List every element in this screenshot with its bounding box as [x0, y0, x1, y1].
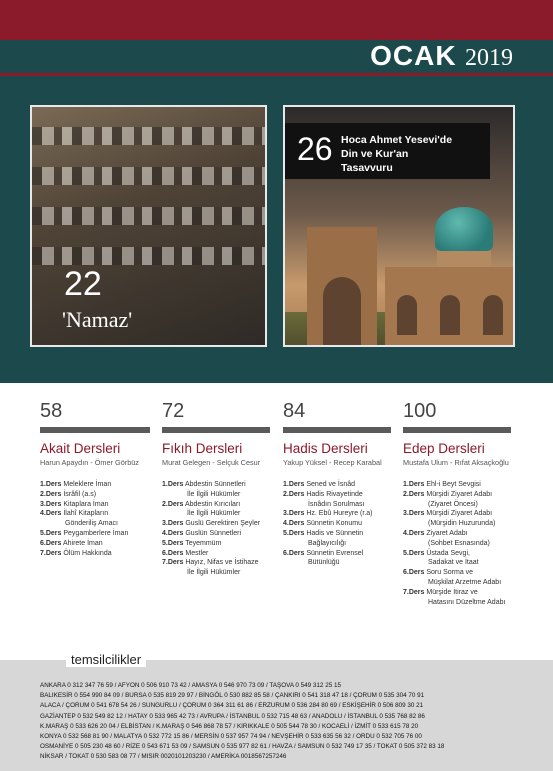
section-divider — [40, 427, 150, 433]
mosque-dome — [435, 207, 493, 251]
section-hadis[interactable] — [283, 400, 391, 568]
representatives-list — [40, 681, 444, 763]
lesson-number: 5.Ders — [403, 549, 425, 557]
lesson-number: 3.Ders — [162, 520, 184, 528]
feature-photo-namaz[interactable] — [30, 105, 267, 347]
representative-line: K.MARAŞ 0 533 626 20 04 / ELBİSTAN / K.MARAŞ 0 546 868 78 57 / KIRIKKALE 0 505 544 78 30 / KOCAELİ / İZMİT 0 533 615 78 20 — [40, 722, 419, 730]
lesson-title: Mürşide İtiraz ve — [426, 588, 478, 596]
feature-caption-line: Hoca Ahmet Yesevi'de — [341, 134, 453, 146]
lesson-item — [162, 549, 270, 559]
photo-texture — [32, 207, 265, 225]
lesson-item — [283, 529, 391, 539]
lesson-title: Sünnetin Evrensel — [306, 549, 364, 557]
section-divider — [162, 427, 270, 433]
lesson-title: Sünnetin Konumu — [306, 520, 363, 528]
lesson-title: Kitaplara İman — [63, 500, 109, 508]
lesson-title-continued: İle İlgili Hükümler — [187, 569, 241, 577]
section-authors: Yakup Yüksel - Recep Karabal — [283, 458, 382, 467]
representative-line: BALIKESİR 0 554 990 84 09 / BURSA 0 535 819 29 97 / BİNGÖL 0 530 882 85 58 / ÇANKIRI 0 541 318 47 18 / ÇORUM 0 535 304 70 91 — [40, 692, 425, 700]
section-title: Edep Dersleri — [403, 441, 485, 456]
lesson-number: 7.Ders — [162, 559, 184, 567]
lesson-number: 3.Ders — [283, 510, 305, 518]
section-authors: Mustafa Ulum - Rıfat Aksaçkoğlu — [403, 458, 509, 467]
lesson-item — [40, 490, 150, 500]
lesson-item — [403, 480, 511, 490]
lesson-item — [40, 539, 150, 549]
representative-line: KONYA 0 532 568 81 90 / MALATYA 0 532 772 15 86 / MERSİN 0 537 957 74 94 / NEVŞEHİR 0 533 635 56 32 / ORDU 0 532 705 76 00 — [40, 733, 422, 741]
lesson-title-continued: İsnâdın Sorulması — [308, 500, 365, 508]
lesson-list — [283, 480, 391, 568]
section-divider — [403, 427, 511, 433]
feature-caption-line: Din ve Kur'an — [341, 148, 409, 160]
lesson-title-continued: İle İlgili Hükümler — [187, 510, 241, 518]
representative-line: ALACA / ÇORUM 0 541 678 54 26 / SUNGURLU / ÇORUM 0 364 311 61 86 / ERZURUM 0 536 284 80 69 / ESKİŞEHİR 0 506 809 30 21 — [40, 702, 424, 710]
lesson-number: 7.Ders — [403, 588, 425, 596]
photo-texture — [32, 247, 265, 265]
lesson-title: Hadis ve Sünnetin — [306, 529, 364, 537]
section-authors: Murat Gelegen - Selçuk Cesur — [162, 458, 261, 467]
lesson-title-continued: Müşkilat Arzetme Adabı — [428, 578, 502, 586]
lesson-title: Mestler — [185, 549, 209, 557]
lesson-item — [162, 539, 270, 549]
section-edep[interactable] — [403, 400, 511, 607]
issue-title — [370, 40, 513, 72]
lesson-number: 6.Ders — [162, 549, 184, 557]
lesson-number: 2.Ders — [403, 490, 425, 498]
lesson-title: Hayız, Nifas ve İstihaze — [185, 559, 259, 567]
lesson-title-continued: Gönderiliş Amacı — [65, 520, 118, 528]
lesson-title-continued: Bütünlüğü — [308, 559, 340, 567]
lesson-list — [403, 480, 511, 607]
lesson-title: Peygamberlere İman — [63, 529, 129, 537]
issue-month: OCAK — [370, 40, 457, 71]
lesson-number: 3.Ders — [403, 510, 425, 518]
lesson-title-continued: (Ziyaret Öncesi) — [428, 500, 478, 508]
representatives-title: temsilcilikler — [66, 652, 146, 667]
lesson-title: Ehl-i Beyt Sevgisi — [426, 481, 481, 488]
lesson-item — [40, 549, 150, 559]
lesson-list — [40, 480, 150, 558]
lesson-number: 1.Ders — [403, 481, 425, 488]
mosque-building — [385, 267, 515, 347]
lesson-number: 5.Ders — [162, 539, 184, 547]
lesson-title: Ziyaret Adabı — [426, 529, 468, 537]
lesson-title: Mürşidi Ziyaret Adabı — [426, 490, 493, 498]
mosque-portal — [307, 227, 377, 347]
top-banner — [0, 0, 553, 40]
lesson-title: Ahirete İman — [62, 539, 103, 547]
photo-texture — [32, 127, 265, 145]
lesson-title-continued: Sadakat ve İtaat — [428, 559, 479, 567]
section-divider — [283, 427, 391, 433]
lesson-item — [40, 480, 150, 490]
lesson-title: İlahî Kitapların — [63, 510, 109, 518]
title-divider — [0, 73, 553, 76]
lesson-number: 5.Ders — [283, 529, 305, 537]
lesson-item — [403, 529, 511, 539]
lesson-title: Abdestin Kırıcıları — [184, 500, 241, 508]
lesson-item — [283, 519, 391, 529]
feature-photo-yesevi[interactable] — [283, 105, 515, 347]
lesson-item — [162, 480, 270, 490]
lesson-number: 1.Ders — [40, 481, 62, 488]
section-authors: Harun Apaydın - Ömer Görbüz — [40, 458, 139, 467]
section-title: Hadis Dersleri — [283, 441, 368, 456]
lesson-title: Guslü Gerektiren Şeyler — [185, 520, 261, 528]
representative-line: NİKSAR / TOKAT 0 530 583 08 77 / MISIR 0020101203230 / AMERİKA 0018567257246 — [40, 753, 287, 761]
lesson-item — [162, 558, 270, 568]
lesson-item — [403, 490, 511, 500]
lesson-number: 4.Ders — [40, 510, 62, 518]
lesson-item — [403, 568, 511, 578]
lesson-item — [162, 529, 270, 539]
lesson-number: 6.Ders — [283, 549, 305, 557]
lesson-number: 6.Ders — [403, 569, 425, 577]
section-page-number: 58 — [40, 400, 63, 422]
lesson-number: 3.Ders — [40, 500, 62, 508]
feature-caption-line: Tasavvuru — [341, 162, 393, 174]
lesson-title: Mürşidi Ziyaret Adabı — [426, 510, 493, 518]
lesson-title: İsrâfil (a.s) — [63, 490, 97, 498]
lesson-title: Ölüm Hakkında — [63, 549, 112, 557]
lesson-title: Guslün Sünnetleri — [185, 529, 242, 537]
lesson-number: 2.Ders — [283, 490, 305, 498]
section-fikih[interactable] — [162, 400, 270, 578]
lesson-item — [162, 500, 270, 510]
lesson-title: Üstada Sevgi, — [426, 549, 470, 557]
feature-page-number: 22 — [64, 265, 102, 303]
issue-year: 2019 — [465, 45, 513, 71]
lesson-number: 2.Ders — [162, 500, 184, 508]
lesson-item — [162, 519, 270, 529]
feature-caption — [341, 133, 452, 175]
lesson-item — [283, 480, 391, 490]
lesson-title-continued: (Mürşidin Huzurunda) — [428, 520, 496, 528]
mosque-arch — [323, 277, 361, 347]
lesson-title: Soru Sorma ve — [426, 569, 474, 577]
lesson-title-continued: Hatasını Düzeltme Adabı — [428, 598, 506, 606]
lesson-item — [403, 509, 511, 519]
section-page-number: 100 — [403, 400, 437, 422]
lesson-title: Meleklere İman — [63, 481, 112, 488]
representative-line: GAZİANTEP 0 532 549 82 12 / HATAY 0 533 965 42 73 / AVRUPA / İSTANBUL 0 532 715 48 63 / ANADOLU / İSTANBUL 0 535 768 82 86 — [40, 712, 425, 720]
lesson-item — [40, 509, 150, 519]
lesson-item — [40, 529, 150, 539]
lesson-item — [403, 588, 511, 598]
lesson-number: 7.Ders — [40, 549, 62, 557]
lesson-number: 2.Ders — [40, 490, 62, 498]
lesson-title: Abdestin Sünnetleri — [184, 481, 246, 488]
photo-texture — [32, 167, 265, 185]
lesson-title: Hadis Rivayetinde — [306, 490, 363, 498]
section-title: Fıkıh Dersleri — [162, 441, 243, 456]
mosque-arch — [397, 295, 417, 335]
lesson-item — [283, 549, 391, 559]
lesson-title-continued: Bağlayıcılığı — [308, 539, 347, 547]
section-akait[interactable] — [40, 400, 150, 558]
lesson-number: 4.Ders — [403, 529, 425, 537]
lesson-item — [403, 549, 511, 559]
lesson-title-continued: (Sohbet Esnasında) — [428, 539, 490, 547]
feature-caption-box — [285, 123, 490, 179]
section-title: Akait Dersleri — [40, 441, 121, 456]
mosque-arch — [483, 295, 503, 335]
lesson-number: 1.Ders — [283, 481, 305, 488]
section-page-number: 84 — [283, 400, 306, 422]
representative-line: ANKARA 0 312 347 76 59 / AFYON 0 506 910 73 42 / AMASYA 0 546 970 73 09 / TAŞOVA 0 549 312 25 15 — [40, 682, 341, 689]
lesson-number: 5.Ders — [40, 529, 62, 537]
representative-line: OSMANİYE 0 505 230 48 60 / RİZE 0 543 671 53 09 / SAMSUN 0 535 977 82 61 / HAVZA / SAMSUN 0 532 749 17 35 / TOKAT 0 505 372 83 18 — [40, 743, 445, 751]
lesson-number: 4.Ders — [162, 529, 184, 537]
feature-page-number: 26 — [297, 131, 333, 167]
lesson-number: 4.Ders — [283, 520, 305, 528]
lesson-item — [40, 500, 150, 510]
lesson-item — [283, 509, 391, 519]
lesson-title: Teyemmüm — [185, 539, 222, 547]
feature-label: 'Namaz' — [62, 307, 133, 332]
lesson-list — [162, 480, 270, 578]
lesson-item — [283, 490, 391, 500]
section-page-number: 72 — [162, 400, 185, 422]
mosque-arch — [440, 295, 460, 335]
lesson-number: 6.Ders — [40, 539, 62, 547]
lesson-number: 1.Ders — [162, 481, 184, 488]
lesson-title: Hz. Ebû Hureyre (r.a) — [306, 510, 373, 518]
lesson-title-continued: İle İlgili Hükümler — [187, 490, 241, 498]
lesson-title: Sened ve İsnâd — [306, 481, 356, 488]
